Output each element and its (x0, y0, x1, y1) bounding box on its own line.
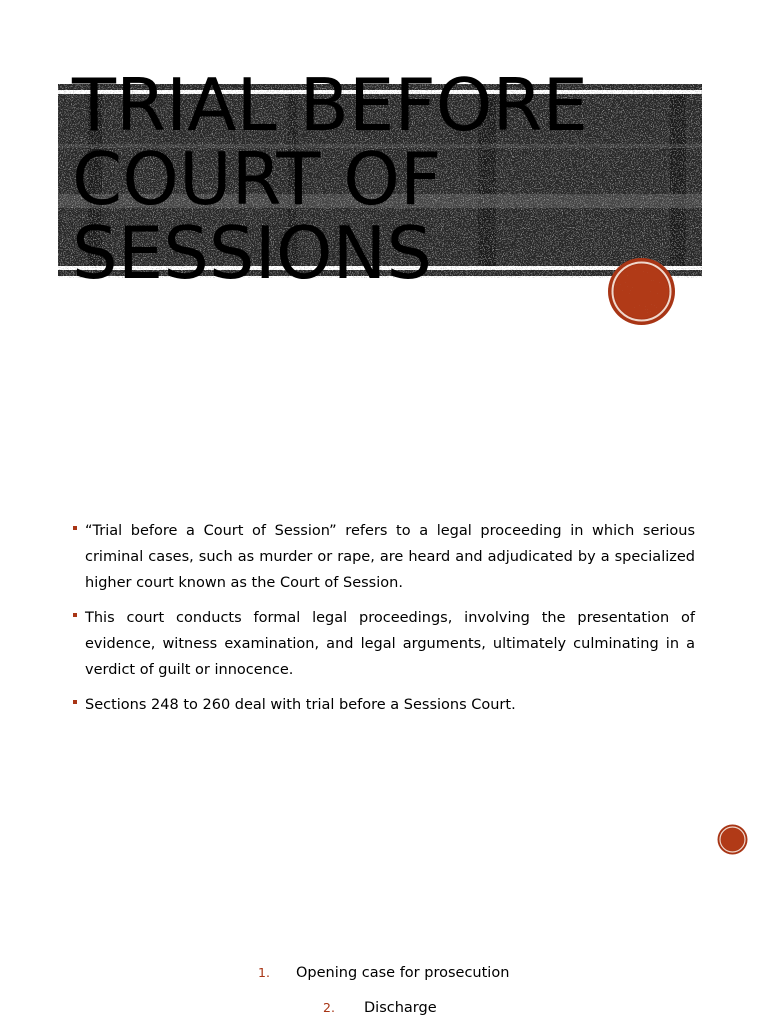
bullet-text: “Trial before a Court of Session” refers to a legal proceeding in which serious criminal cases, such as murder or rape, are heard and adjudicated by a specialized higher court known as the Court of Session. (85, 523, 695, 591)
bullet-text: This court conducts formal legal proceedings, involving the presentation of evidence, witness examination, and legal arguments, ultimately culminating in a verdict of guilt or innocence. (85, 610, 695, 678)
numbered-item-1 (258, 963, 509, 983)
numbered-item-2 (323, 998, 437, 1018)
list-item (72, 518, 695, 596)
bullet-list (72, 518, 695, 727)
item-text: Opening case for prosecution (296, 965, 510, 981)
item-number: 1. (258, 965, 270, 980)
item-text: Discharge (364, 1000, 437, 1016)
list-item (72, 692, 695, 718)
red-circle-seal-icon (607, 257, 676, 326)
square-bullet-icon (73, 613, 77, 617)
slide-title: TRIAL BEFORE COURT OF SESSIONS (72, 63, 588, 295)
bullet-text: Sections 248 to 260 deal with trial before a Sessions Court. (85, 697, 516, 713)
small-red-circle-seal-icon (717, 824, 748, 855)
square-bullet-icon (73, 526, 77, 530)
square-bullet-icon (73, 700, 77, 704)
list-item (72, 605, 695, 683)
item-number: 2. (323, 1000, 335, 1015)
